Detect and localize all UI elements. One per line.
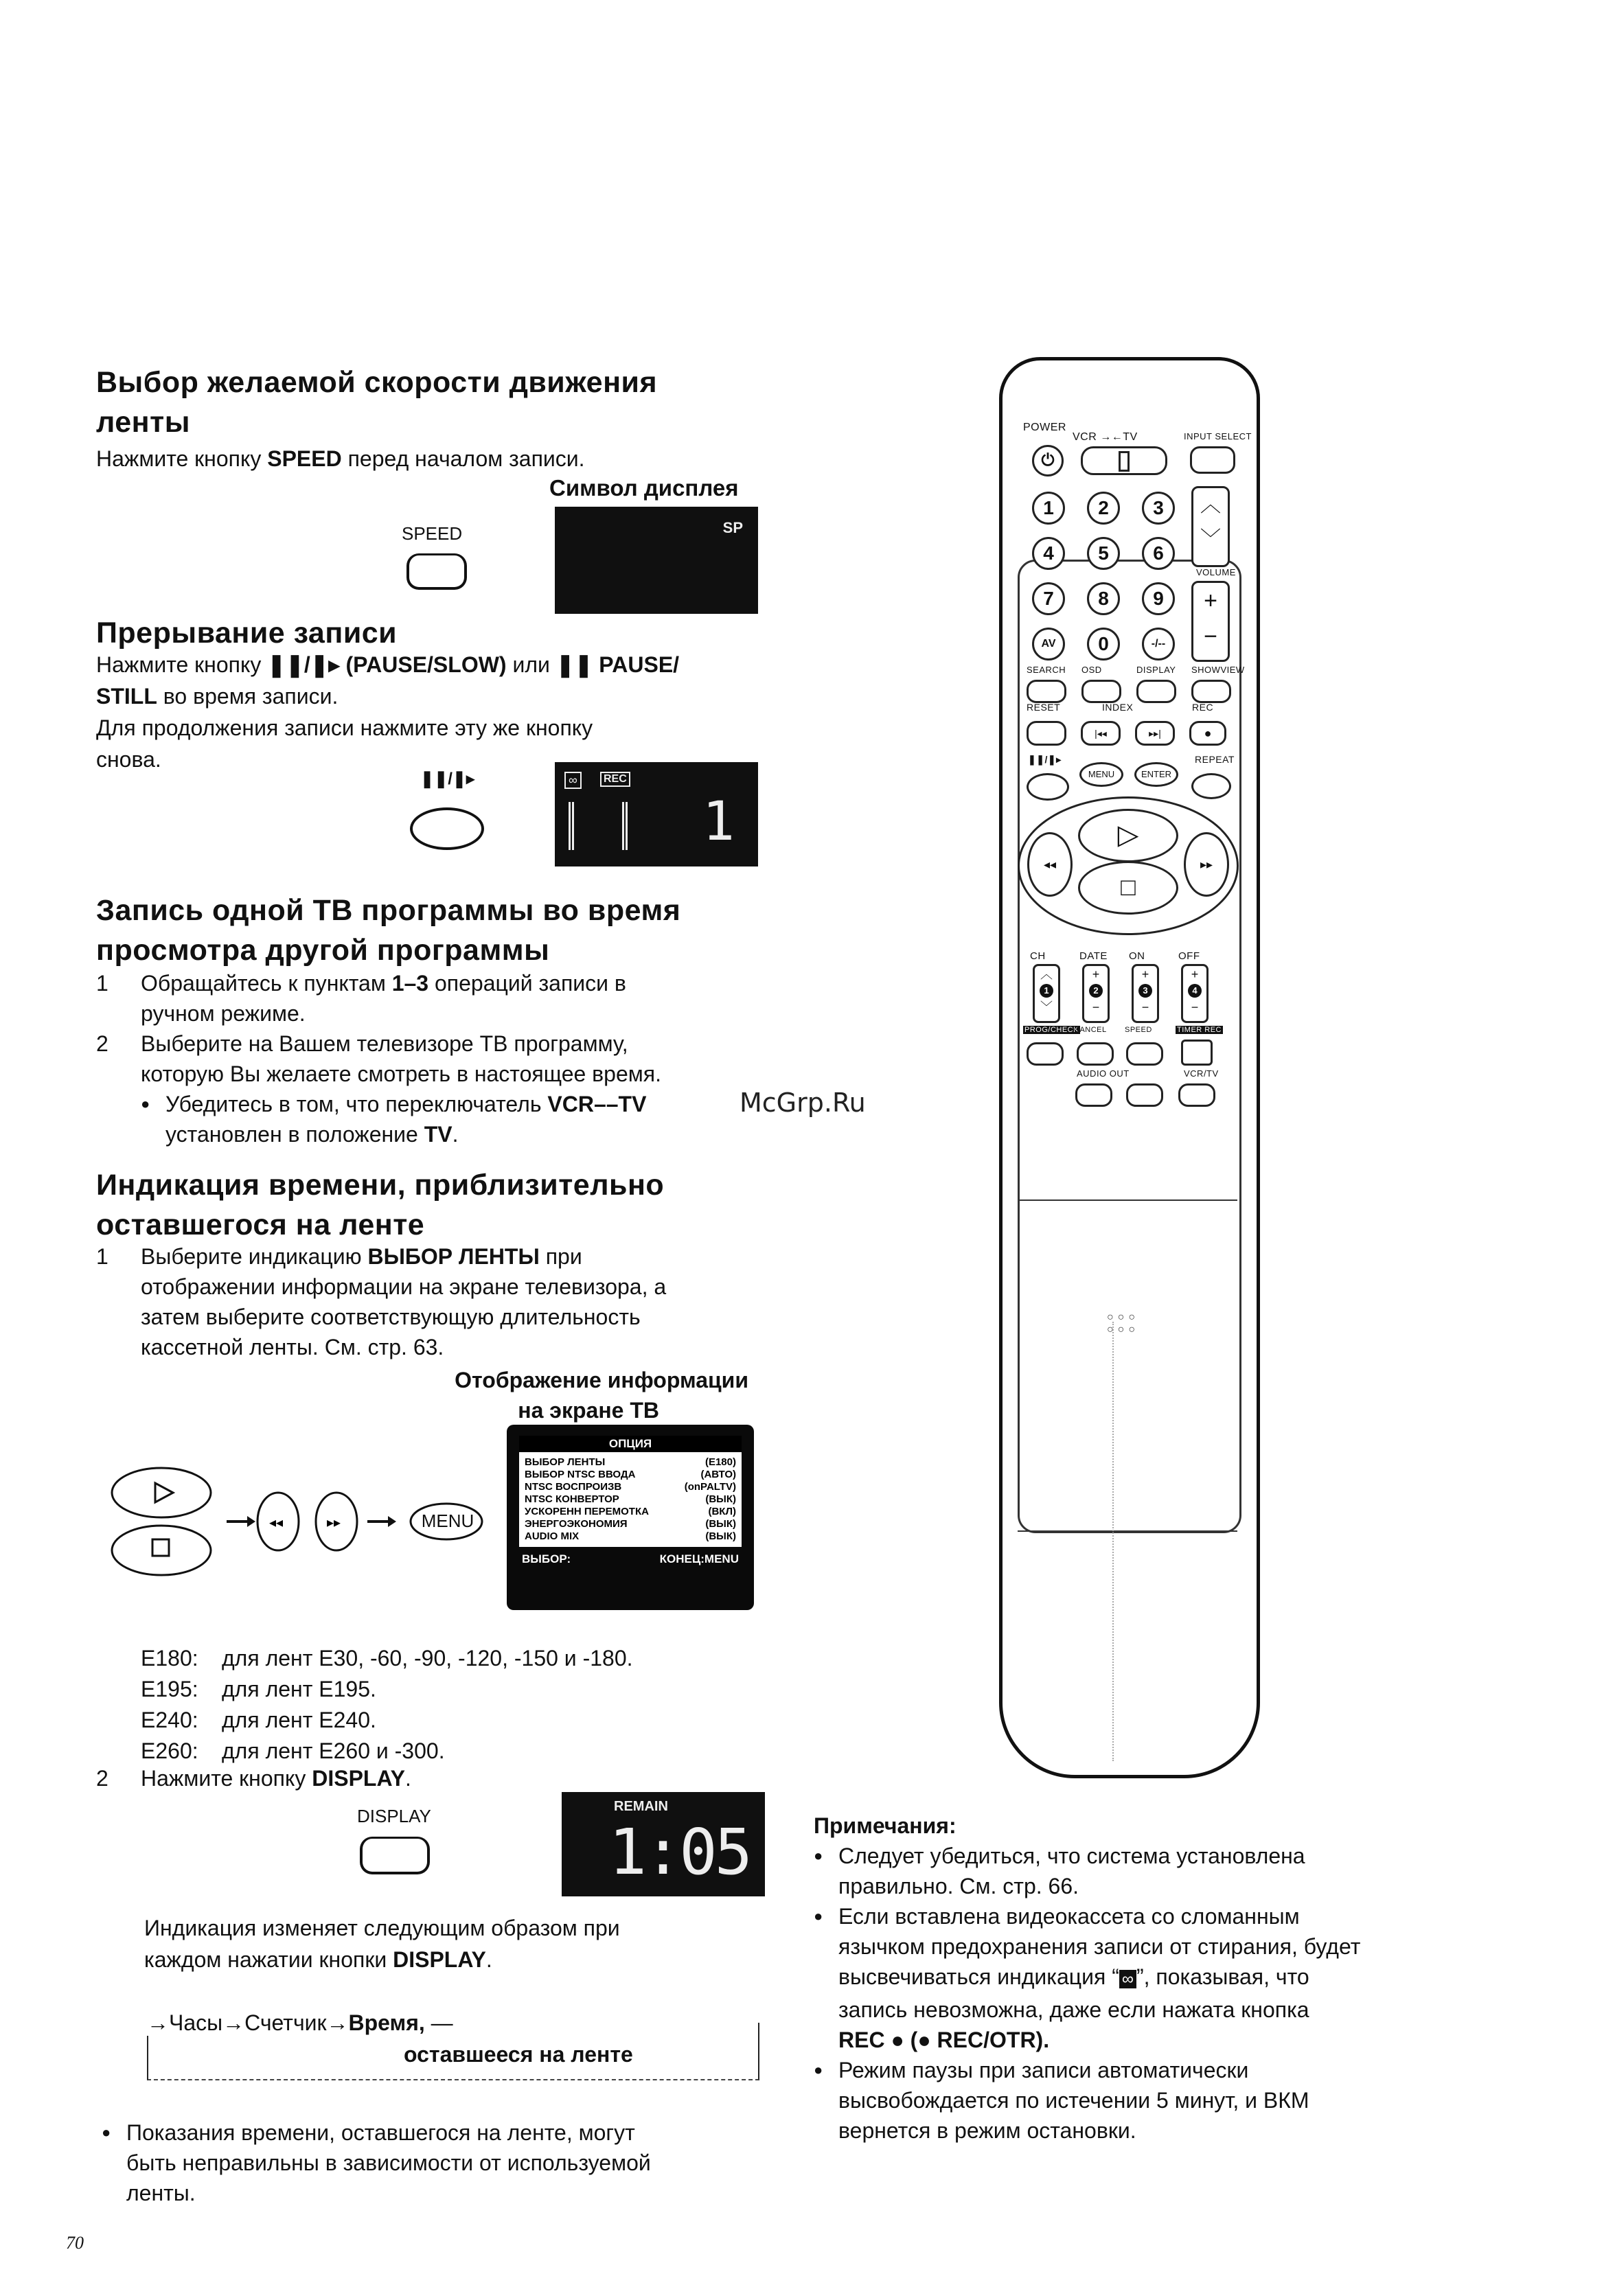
remote-prog-rocker[interactable]: + 4 − xyxy=(1181,964,1209,1023)
remote-prog-rocker[interactable]: + 2 − xyxy=(1082,964,1110,1023)
section3-list xyxy=(96,968,755,1149)
section2-text: Нажмите кнопку ❚❚/❚▸ (PAUSE/SLOW) или ❚❚ PAUSE/ STILL во время записи. Для продолжения записи нажмите эту же кнопку снова. xyxy=(96,652,680,772)
remote-vcrtv-switch[interactable] xyxy=(1081,446,1167,475)
remote-input-label: INPUT SELECT xyxy=(1184,431,1252,441)
svg-text:◂◂: ◂◂ xyxy=(269,1514,284,1530)
notes xyxy=(814,1811,1473,2146)
osd-footer: ВЫБОР: КОНЕЦ:MENU xyxy=(522,1552,739,1565)
svg-text:▸▸: ▸▸ xyxy=(327,1514,341,1530)
remote-digit-button[interactable]: 0 xyxy=(1087,628,1120,661)
osd-screen xyxy=(507,1425,754,1610)
remote-prog-rocker[interactable]: + 3 − xyxy=(1132,964,1159,1023)
lcd-sp-text: SP xyxy=(722,519,743,536)
remote-audioout-label: AUDIO OUT xyxy=(1077,1068,1130,1079)
osd-rows xyxy=(525,1456,736,1543)
section1-instruction: Нажмите кнопку SPEED перед началом записи. xyxy=(96,446,585,471)
cycle-clock: Часы xyxy=(169,2010,223,2035)
remote-bottom-label: PROG/CHECK xyxy=(1024,1026,1079,1034)
speed-button-icon xyxy=(406,553,467,590)
remote-ir-dots: ○○○ ○○○ xyxy=(1107,1311,1139,1335)
remain-lcd-display xyxy=(562,1792,765,1896)
remote-row-label: DISPLAY xyxy=(1136,665,1176,675)
cassette-icon: ∞ xyxy=(1119,1970,1136,1988)
final-bullet: ● Показания времени, оставшегося на ленте, могут быть неправильны в зависимости от используемой ленты. xyxy=(102,2117,786,2208)
remote-timerrec-button[interactable] xyxy=(1181,1040,1213,1066)
remote-digit-button[interactable]: 9 xyxy=(1142,582,1175,615)
display-button-icon xyxy=(360,1837,430,1874)
osd-row: ВЫБОР NTSC ВВОДА (АВТО) xyxy=(525,1469,736,1480)
remote-volume-label: VOLUME xyxy=(1196,567,1236,577)
osd-caption: Отображение информации на экране ТВ xyxy=(455,1368,748,1423)
remote-input-select-button[interactable] xyxy=(1190,446,1235,474)
list-item: 2 Выберите на Вашем телевизоре ТВ программу, которую Вы желаете смотреть в настоящее время. ● Убедитесь в том, что переключатель VCR––TV установлен в положение TV. xyxy=(96,1029,755,1149)
remote-function-button[interactable] xyxy=(1136,680,1176,703)
lcd-cassette-icon: ∞ xyxy=(564,772,582,789)
list-item: 1 Обращайтесь к пунктам 1–3 операций записи в ручном режиме. xyxy=(96,971,626,1026)
cycle-remain: Время, xyxy=(348,2010,425,2035)
remote-progcheck-button[interactable] xyxy=(1027,1042,1064,1066)
remote-pause-button[interactable] xyxy=(1027,773,1069,801)
display-change-text: Индикация изменяет следующим образом при каждом нажатии кнопки DISPLAY. xyxy=(144,1916,620,1972)
lcd-rec-icon: REC xyxy=(600,772,630,787)
remote-function-button[interactable] xyxy=(1027,680,1066,703)
remote-prog-rocker[interactable]: ︿ 1 ﹀ xyxy=(1033,964,1060,1023)
remote-digit-button[interactable]: AV xyxy=(1032,628,1065,661)
remote-prog-label: OFF xyxy=(1178,950,1200,962)
osd-row: AUDIO MIX (ВЫК) xyxy=(525,1530,736,1542)
remote-row-label: SHOWVIEW xyxy=(1191,665,1245,675)
remote-digit-button[interactable]: 8 xyxy=(1087,582,1120,615)
remote-digit-button[interactable]: 4 xyxy=(1032,537,1065,570)
notes-heading: Примечания: xyxy=(814,1813,957,1838)
remote-index-label: INDEX xyxy=(1102,702,1134,713)
cycle-counter: Счетчик xyxy=(244,2010,327,2035)
remote-rec-button[interactable]: ● xyxy=(1189,721,1226,746)
osd-row: ВЫБОР ЛЕНТЫ (E180) xyxy=(525,1456,736,1468)
section1-title: Выбор желаемой скорости движения ленты xyxy=(96,366,658,439)
tape-row: E180: для лент E30, -60, -90, -120, -150 и -180. xyxy=(141,1646,633,1671)
cycle-remain-line2: оставшееся на ленте xyxy=(404,2042,633,2067)
section4-title: Индикация времени, приблизительно оставшегося на ленте xyxy=(96,1169,665,1241)
note-item: ● Режим паузы при записи автоматически высвобождается по истечении 5 минут, и ВКМ вернется в режим остановки. xyxy=(814,2055,1473,2146)
remote-function-button[interactable] xyxy=(1081,680,1121,703)
list-item: 1 Выберите индикацию ВЫБОР ЛЕНТЫ при отображении информации на экране телевизора, а затем выберите соответствующую длительность кассетной ленты. См. стр. 63. xyxy=(96,1244,667,1359)
pause-lcd-display xyxy=(555,762,758,866)
page-number: 70 xyxy=(66,2233,84,2253)
remote-bottom-label: TIMER REC xyxy=(1177,1026,1222,1034)
menu-button-label: MENU xyxy=(421,1511,474,1531)
remote-digit-button[interactable]: 6 xyxy=(1142,537,1175,570)
osd-row: ЭНЕРГОЭКОНОМИЯ (ВЫК) xyxy=(525,1518,736,1530)
section3-title: Запись одной ТВ программы во время просмотра другой программы xyxy=(96,894,681,967)
remote-row-label: OSD xyxy=(1081,665,1102,675)
sp-lcd-display xyxy=(555,507,758,614)
remote-digit-button[interactable]: 3 xyxy=(1142,492,1175,525)
remote-repeat-button[interactable] xyxy=(1191,773,1231,799)
remote-pause-label: ❚❚/❚▸ xyxy=(1028,754,1062,765)
remote-audioout-left-button[interactable] xyxy=(1075,1083,1112,1107)
remote-digit-button[interactable]: 7 xyxy=(1032,582,1065,615)
note-item: ● Если вставлена видеокассета со сломанным язычком предохранения записи от стирания, будет высвечиваться индикация “ ∞ ”, показывая, что запись невозможна, даже если нажата кнопка REC ● (● REC/OTR). xyxy=(814,1901,1473,2055)
remote-cancel-button[interactable] xyxy=(1077,1042,1114,1066)
remote-volume-rocker[interactable]: + − xyxy=(1191,581,1230,662)
remote-stop-button[interactable]: □ xyxy=(1078,861,1178,915)
display-symbol-caption: Символ дисплея xyxy=(549,475,739,501)
speed-button-label: SPEED xyxy=(402,523,463,544)
remote-menu-button[interactable]: MENU xyxy=(1079,762,1123,787)
remote-reset-label: RESET xyxy=(1027,702,1061,713)
remote-vcrtv-label: VCR →←TV xyxy=(1073,431,1138,443)
list-item: 2 Нажмите кнопку DISPLAY. xyxy=(96,1766,411,1791)
remote-prog-label: DATE xyxy=(1079,950,1108,962)
remote-digit-button[interactable]: 1 xyxy=(1032,492,1065,525)
lcd-remain-label: REMAIN xyxy=(614,1799,668,1814)
remote-bottom-label: CANCEL xyxy=(1074,1026,1107,1034)
pause-button-icon xyxy=(410,807,484,850)
remote-index-prev-button[interactable]: |◂◂ xyxy=(1081,721,1121,746)
remote-rewind-button[interactable]: ◂◂ xyxy=(1027,832,1073,897)
osd-row: УСКОРЕНН ПЕРЕМОТКА (ВКЛ) xyxy=(525,1506,736,1517)
remote-enter-button[interactable]: ENTER xyxy=(1134,762,1178,787)
remote-power-button[interactable]: ⏻ xyxy=(1032,445,1064,477)
remote-reset-button[interactable] xyxy=(1027,721,1066,746)
remote-repeat-label: REPEAT xyxy=(1195,754,1235,765)
tape-row: E195: для лент E195. xyxy=(141,1677,376,1701)
remote-function-button[interactable] xyxy=(1191,680,1231,703)
remote-channel-rocker[interactable]: ︿ ﹀ xyxy=(1191,486,1230,567)
remote-row-label: SEARCH xyxy=(1027,665,1066,675)
remote-audioout-right-button[interactable] xyxy=(1126,1083,1163,1107)
display-cycle-diagram: →Часы→Счетчик→Время, — оставшееся на ленте xyxy=(147,2010,758,2082)
osd-row: NTSC ВОСПРОИЗВ (onPALTV) xyxy=(525,1481,736,1493)
osd-row: NTSC КОНВЕРТОР (ВЫК) xyxy=(525,1493,736,1505)
remote-speed-button[interactable] xyxy=(1126,1042,1163,1066)
lcd-digit: 1 xyxy=(702,791,735,853)
tape-row: E240: для лент E240. xyxy=(141,1708,376,1732)
note-item: ● Следует убедиться, что система установлена правильно. См. стр. 66. xyxy=(814,1841,1473,1901)
remote-prog-label: CH xyxy=(1030,950,1046,962)
lcd-remain-time: 1:05 xyxy=(608,1815,750,1889)
section2-title: Прерывание записи xyxy=(96,617,398,650)
section4-list xyxy=(96,1241,755,1362)
tape-table xyxy=(141,1643,633,1767)
remote-play-button[interactable]: ▷ xyxy=(1078,809,1178,862)
watermark: McGrp.Ru xyxy=(740,1088,866,1118)
lcd-pause-symbol xyxy=(569,802,628,850)
pause-button-label: ❚❚/❚▸ xyxy=(420,770,475,788)
remote-rec-label: REC xyxy=(1192,702,1214,713)
remote-digit-button[interactable]: 5 xyxy=(1087,537,1120,570)
remote-digit-button[interactable]: -/-- xyxy=(1142,628,1175,661)
remote-bottom-label: SPEED xyxy=(1125,1026,1152,1034)
tape-row: E260: для лент E260 и -300. xyxy=(141,1738,445,1763)
remote-vcrtv2-label: VCR/TV xyxy=(1184,1068,1219,1079)
section4-list-2 xyxy=(96,1763,755,1793)
remote-vcrtv2-button[interactable] xyxy=(1178,1083,1215,1107)
remote-ffwd-button[interactable]: ▸▸ xyxy=(1184,832,1229,897)
display-button-label: DISPLAY xyxy=(357,1806,431,1826)
bullet-item: ● Убедитесь в том, что переключатель VCR––TV установлен в положение TV. xyxy=(141,1089,755,1149)
remote-digit-button[interactable]: 2 xyxy=(1087,492,1120,525)
remote-index-next-button[interactable]: ▸▸| xyxy=(1135,721,1175,746)
osd-header: ОПЦИЯ xyxy=(519,1436,742,1452)
remote-prog-label: ON xyxy=(1129,950,1145,962)
remote-power-label: POWER xyxy=(1023,422,1066,433)
